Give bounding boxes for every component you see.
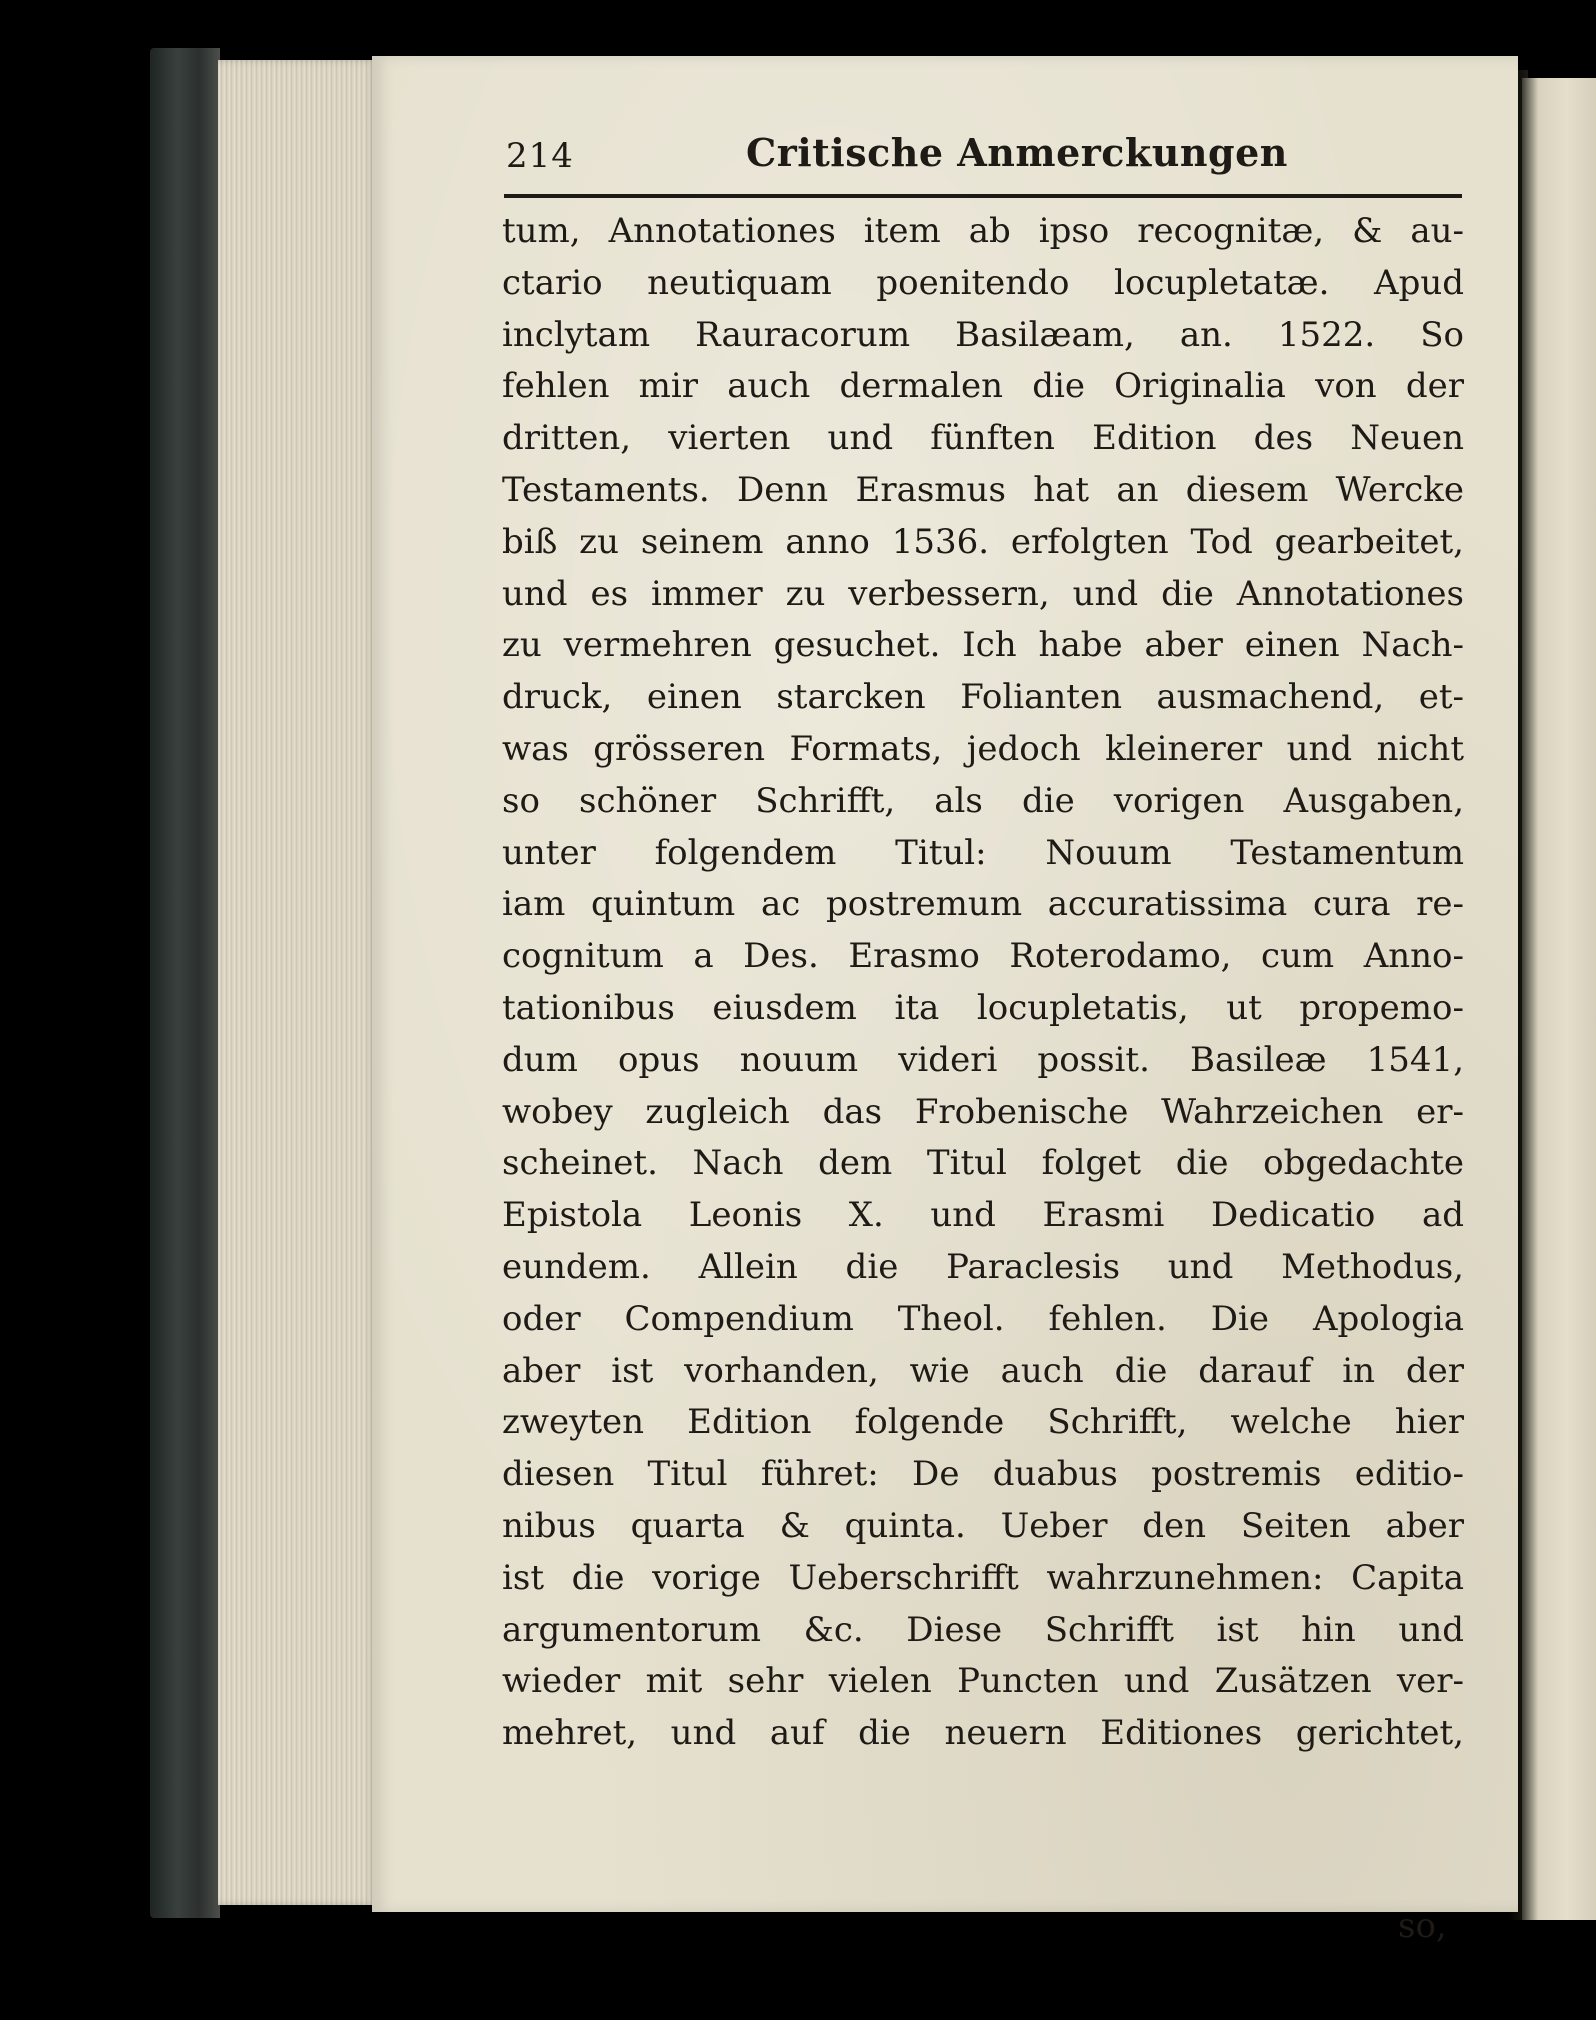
text-line: biß zu seinem anno 1536. erfolgten Tod gearbeitet, (502, 521, 1464, 562)
text-line: dritten, vierten und fünften Edition des Neuen (502, 418, 1464, 459)
text-line: inclytam Rauracorum Basilæam, an. 1522. So (502, 314, 1464, 355)
text-line: nibus quarta & quinta. Ueber den Seiten aber (502, 1505, 1464, 1546)
text-line: mehret, und auf die neuern Editiones gerichtet, (502, 1713, 1464, 1754)
text-line: wieder mit sehr vielen Puncten und Zusätzen ver- (502, 1661, 1464, 1702)
text-line: argumentorum &c. Diese Schrifft ist hin und (502, 1609, 1464, 1650)
text-line: Testaments. Denn Erasmus hat an diesem Wercke (502, 469, 1464, 510)
text-line: zweyten Edition folgende Schrifft, welche hier (502, 1402, 1464, 1443)
text-line: iam quintum ac postremum accuratissima cura re- (502, 884, 1464, 925)
running-head (506, 130, 1456, 190)
text-line: diesen Titul führet: De duabus postremis editio- (502, 1454, 1464, 1495)
text-line: aber ist vorhanden, wie auch die darauf in der (502, 1350, 1464, 1391)
body-text (502, 206, 1464, 1760)
text-line: cognitum a Des. Erasmo Roterodamo, cum Anno- (502, 936, 1464, 977)
text-line: ctario neutiquam poenitendo locupletatæ. Apud (502, 262, 1464, 303)
text-line: so schöner Schrifft, als die vorigen Ausgaben, (502, 780, 1464, 821)
book-cover-edge (150, 48, 220, 1918)
text-line: dum opus nouum videri possit. Basileæ 1541, (502, 1039, 1464, 1080)
text-line: wobey zugleich das Frobenische Wahrzeichen er- (502, 1091, 1464, 1132)
text-line: und es immer zu verbessern, und die Annotationes (502, 573, 1464, 614)
text-line: oder Compendium Theol. fehlen. Die Apologia (502, 1298, 1464, 1339)
text-line: ist die vorige Ueberschrifft wahrzunehmen: Capita (502, 1557, 1464, 1598)
text-line: was grösseren Formats, jedoch kleinerer und nicht (502, 728, 1464, 769)
text-line: tum, Annotationes item ab ipso recognitæ, & au- (502, 211, 1464, 251)
catchword: so, (1398, 1906, 1447, 1946)
text-line: zu vermehren gesuchet. Ich habe aber einen Nach- (502, 625, 1464, 666)
text-line: scheinet. Nach dem Titul folget die obgedachte (502, 1143, 1464, 1184)
text-line: druck, einen starcken Folianten ausmachend, et- (502, 677, 1464, 718)
text-line: fehlen mir auch dermalen die Originalia von der (502, 366, 1464, 407)
facing-page-sliver (1522, 78, 1596, 1920)
page-number: 214 (506, 136, 574, 176)
running-head-title: Critische Anmerckungen (746, 130, 1288, 175)
text-line: eundem. Allein die Paraclesis und Methodus, (502, 1246, 1464, 1287)
text-line: tationibus eiusdem ita locupletatis, ut propemo- (502, 987, 1464, 1028)
header-rule (504, 194, 1462, 198)
stacked-page-edges (218, 60, 378, 1905)
text-line: unter folgendem Titul: Nouum Testamentum (502, 832, 1464, 873)
book-page (372, 56, 1518, 1946)
text-line: Epistola Leonis X. und Erasmi Dedicatio ad (502, 1195, 1464, 1236)
